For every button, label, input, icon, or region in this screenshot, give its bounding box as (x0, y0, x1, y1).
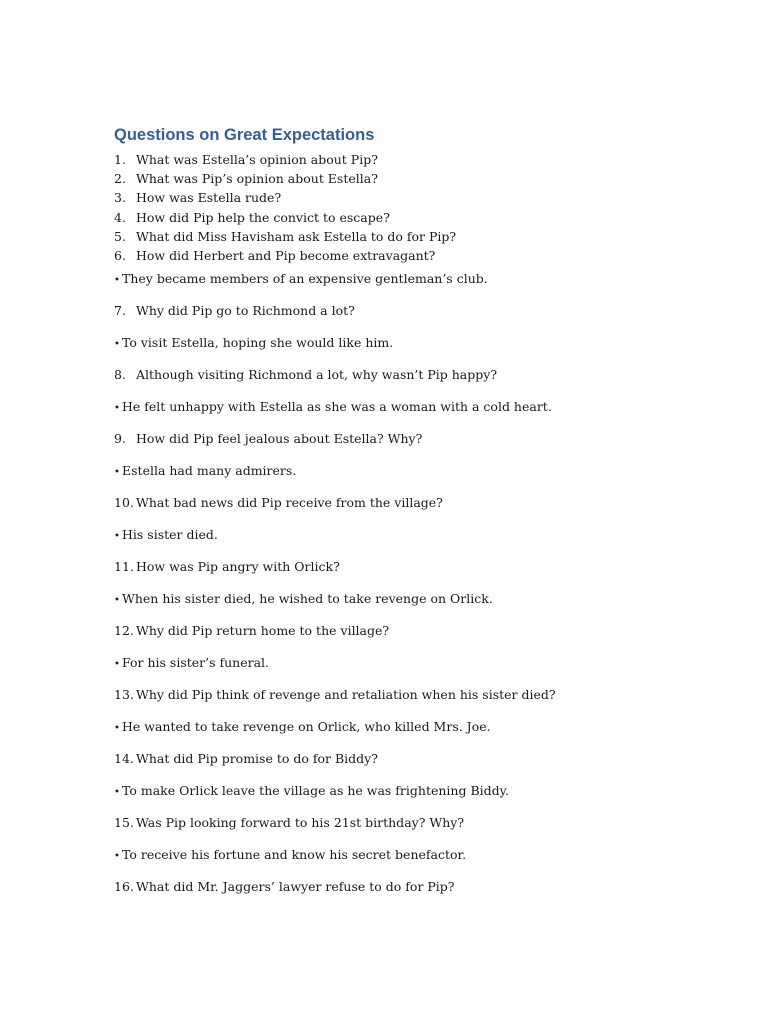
question-item (114, 687, 714, 719)
question-text: How did Pip help the convict to escape? (136, 209, 390, 225)
question-text: What was Pip’s opinion about Estella? (136, 171, 378, 187)
question-number: 1. (114, 152, 126, 167)
bullet-mark: • (114, 595, 120, 607)
question-text: What did Pip promise to do for Biddy? (136, 751, 378, 767)
question-item (114, 227, 714, 246)
question-item (114, 188, 714, 207)
answer-item (114, 463, 714, 495)
question-text: How did Pip feel jealous about Estella? Why? (136, 431, 423, 447)
question-text: Why did Pip think of revenge and retaliation when his sister died? (136, 687, 556, 703)
bullet-mark: • (114, 467, 120, 479)
question-answer-blocks (114, 271, 714, 911)
question-item (114, 367, 714, 399)
answer-text: He wanted to take revenge on Orlick, who killed Mrs. Joe. (122, 719, 491, 735)
question-number: 16. (114, 879, 134, 895)
question-number: 14. (114, 751, 134, 767)
answer-text: He felt unhappy with Estella as she was a woman with a cold heart. (122, 399, 552, 415)
question-item (114, 431, 714, 463)
question-item (114, 303, 714, 335)
numbered-question-list (114, 150, 714, 265)
answer-text: His sister died. (122, 527, 218, 543)
question-number: 3. (114, 190, 126, 206)
question-item (114, 879, 714, 911)
question-text: What did Miss Havisham ask Estella to do for Pip? (136, 228, 457, 244)
question-item (114, 208, 714, 227)
question-number: 10. (114, 495, 134, 511)
answer-text: To make Orlick leave the village as he was frightening Biddy. (122, 783, 509, 799)
question-text: Why did Pip return home to the village? (136, 623, 390, 639)
question-item (114, 559, 714, 591)
bullet-mark: • (114, 275, 120, 287)
answer-item (114, 527, 714, 559)
question-item (114, 495, 714, 527)
question-number: 13. (114, 687, 134, 703)
question-item (114, 751, 714, 783)
question-number: 11. (114, 559, 134, 575)
bullet-mark: • (114, 851, 120, 863)
question-item (114, 815, 714, 847)
question-text: Although visiting Richmond a lot, why wasn’t Pip happy? (136, 367, 498, 383)
bullet-mark: • (114, 723, 120, 735)
question-number: 4. (114, 209, 126, 225)
question-text: What was Estella’s opinion about Pip? (136, 152, 378, 167)
question-item (114, 246, 714, 265)
question-text: Why did Pip go to Richmond a lot? (136, 303, 355, 319)
question-number: 12. (114, 623, 134, 639)
bullet-mark: • (114, 339, 120, 351)
question-text: How did Herbert and Pip become extravagant? (136, 248, 436, 264)
question-text: Was Pip looking forward to his 21st birthday? Why? (136, 815, 465, 831)
bullet-mark: • (114, 787, 120, 799)
answer-item (114, 847, 714, 879)
bullet-mark: • (114, 531, 120, 543)
question-text: How was Estella rude? (136, 190, 282, 206)
answer-item (114, 719, 714, 751)
question-number: 2. (114, 171, 126, 187)
answer-item (114, 783, 714, 815)
bullet-mark: • (114, 659, 120, 671)
answer-item (114, 271, 714, 303)
question-number: 9. (114, 431, 126, 447)
question-number: 6. (114, 248, 126, 264)
answer-text: Estella had many admirers. (122, 463, 297, 479)
question-text: What bad news did Pip receive from the village? (136, 495, 443, 511)
question-item (114, 623, 714, 655)
question-item (114, 169, 714, 188)
answer-text: When his sister died, he wished to take revenge on Orlick. (122, 591, 493, 607)
answer-item (114, 335, 714, 367)
answer-text: To visit Estella, hoping she would like him. (122, 335, 394, 351)
question-number: 7. (114, 303, 126, 319)
answer-text: For his sister’s funeral. (122, 655, 270, 671)
question-number: 8. (114, 367, 126, 383)
document-title: Questions on Great Expectations (114, 126, 375, 144)
answer-item (114, 655, 714, 687)
question-text: What did Mr. Jaggers’ lawyer refuse to do for Pip? (136, 879, 455, 895)
question-number: 5. (114, 228, 126, 244)
answer-item (114, 399, 714, 431)
document-page (114, 126, 714, 911)
question-item (114, 150, 714, 169)
answer-item (114, 591, 714, 623)
question-number: 15. (114, 815, 134, 831)
question-text: How was Pip angry with Orlick? (136, 559, 340, 575)
bullet-mark: • (114, 403, 120, 415)
answer-text: To receive his fortune and know his secret benefactor. (122, 847, 467, 863)
answer-text: They became members of an expensive gentleman’s club. (122, 271, 488, 287)
